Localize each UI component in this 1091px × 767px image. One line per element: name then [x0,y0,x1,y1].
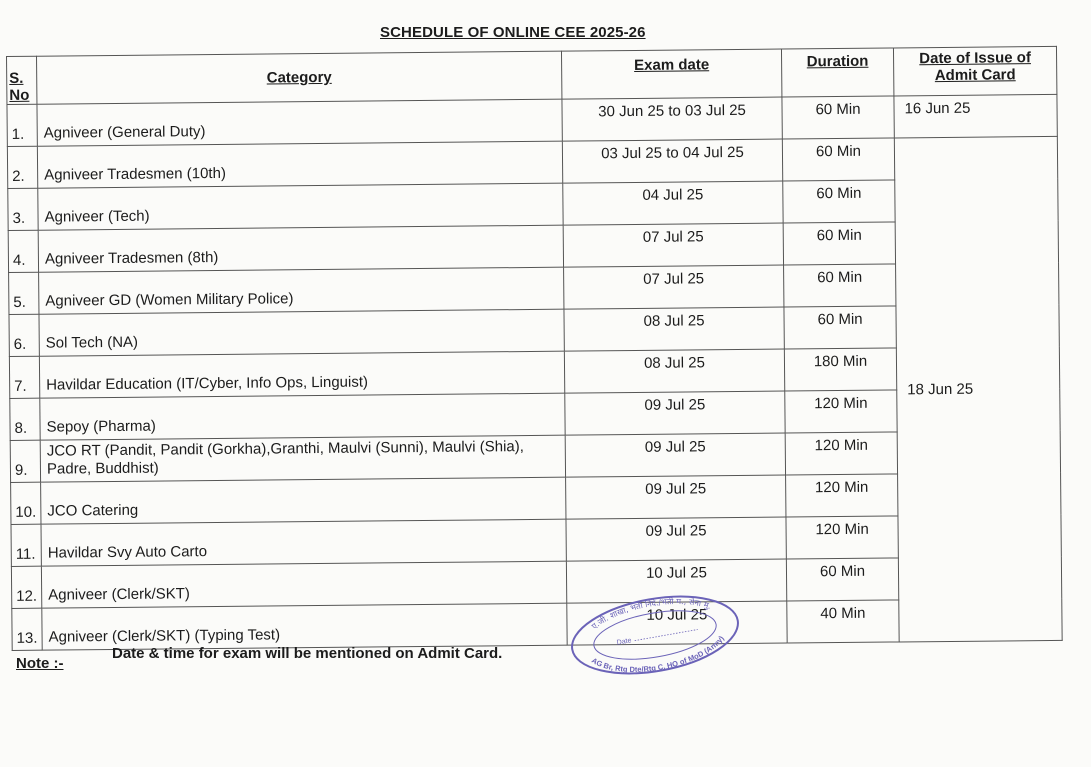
sn-cell: 13. [12,608,42,650]
footnote [16,645,503,672]
duration-cell: 120 Min [785,432,897,475]
header-sno-line1: S. [9,69,24,87]
svg-text:AG Br, Rtg Dte/Rtg C, HQ of Mo [589,633,730,684]
stamp-date-label: Date [616,637,633,647]
sn-cell: 8. [10,398,40,440]
category-cell: Agniveer Tradesmen (8th) [38,225,563,272]
sn-cell: 4. [8,230,38,272]
header-sno [7,56,37,104]
category-cell: Sol Tech (NA) [39,309,564,356]
duration-cell: 60 Min [784,306,896,349]
duration-cell: 60 Min [786,558,898,601]
admit-card-date-cell: 16 Jun 25 [894,94,1057,138]
sn-cell: 12. [11,566,41,608]
duration-cell: 60 Min [782,138,894,181]
category-cell: Agniveer GD (Women Military Police) [39,267,564,314]
exam-date-cell: 09 Jul 25 [566,475,786,519]
category-cell: Agniveer (General Duty) [37,99,562,146]
sn-cell: 10. [11,482,41,524]
stamp-bottom-text: AG Br, Rtg Dte/Rtg C, HQ of MoD (Army) [589,634,726,674]
category-cell: Agniveer Tradesmen (10th) [37,141,562,188]
sn-cell: 6. [9,314,39,356]
header-duration: Duration [781,48,893,97]
category-cell: Havildar Education (IT/Cyber, Info Ops, Linguist) [39,351,564,398]
header-category: Category [37,51,562,104]
category-cell: Sepoy (Pharma) [40,393,565,440]
stamp-date-line [635,630,698,641]
category-cell: Agniveer (Clerk/SKT) (Typing Test) [42,603,567,650]
duration-cell: 60 Min [783,180,895,223]
schedule-sheet [6,46,1063,651]
exam-date-cell: 04 Jul 25 [563,181,783,225]
duration-cell: 60 Min [784,264,896,307]
duration-cell: 60 Min [782,96,894,139]
sn-cell: 1. [7,104,37,146]
exam-date-cell: 08 Jul 25 [564,307,784,351]
category-cell: JCO Catering [41,477,566,524]
header-admit-card [893,46,1056,96]
category-cell: JCO RT (Pandit, Pandit (Gorkha),Granthi, Maulvi (Sunni), Maulvi (Shia), Padre, Buddhist) [40,435,565,482]
schedule-table [6,46,1063,651]
sn-cell: 9. [10,440,40,482]
sn-cell: 2. [7,146,37,188]
duration-cell: 60 Min [783,222,895,265]
duration-cell: 40 Min [787,600,899,643]
category-cell: Agniveer (Tech) [38,183,563,230]
header-exam-date: Exam date [561,49,781,99]
table-row [7,136,1057,188]
exam-date-cell: 03 Jul 25 to 04 Jul 25 [562,139,782,183]
duration-cell: 120 Min [786,474,898,517]
exam-date-cell: 09 Jul 25 [566,517,786,561]
exam-date-cell: 10 Jul 25 [567,601,787,645]
sn-cell: 3. [8,188,38,230]
admit-card-date-cell: 18 Jun 25 [894,136,1062,642]
header-admit-card-line2: Admit Card [934,66,1016,85]
duration-cell: 120 Min [786,516,898,559]
sn-cell: 11. [11,524,41,566]
page-title: SCHEDULE OF ONLINE CEE 2025-26 [380,24,646,41]
exam-date-cell: 09 Jul 25 [565,391,785,435]
exam-date-cell: 08 Jul 25 [564,349,784,393]
exam-date-cell: 07 Jul 25 [564,265,784,309]
exam-date-cell: 09 Jul 25 [565,433,785,477]
sn-cell: 5. [9,272,39,314]
category-cell: Havildar Svy Auto Carto [41,519,566,566]
stamp-top-text: ए.जी. शाखा, भर्ती निदे./भर्ती म., सेना मु. [589,596,713,632]
duration-cell: 180 Min [784,348,896,391]
note-label: Note :- [16,655,64,672]
exam-date-cell: 10 Jul 25 [566,559,786,603]
category-cell: Agniveer (Clerk/SKT) [41,561,566,608]
header-admit-card-line1: Date of Issue of [919,49,1031,68]
sn-cell: 7. [9,356,39,398]
note-text: Date & time for exam will be mentioned on Admit Card. [112,645,503,662]
duration-cell: 120 Min [785,390,897,433]
exam-date-cell: 07 Jul 25 [563,223,783,267]
header-sno-line2: No [9,86,30,104]
exam-date-cell: 30 Jun 25 to 03 Jul 25 [562,97,782,141]
